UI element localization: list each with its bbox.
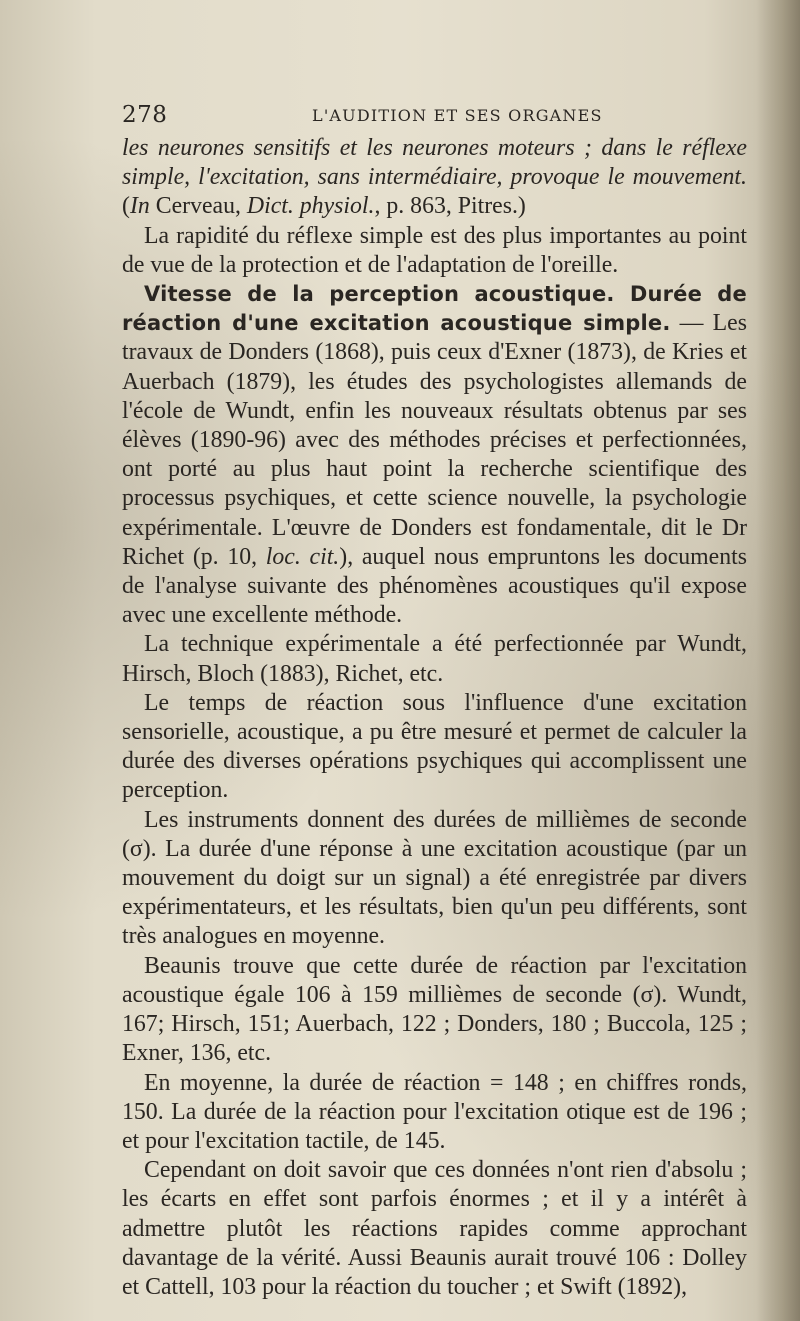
paragraph-2: La rapidité du réflexe simple est des plus importantes au point de vue de la protection et de l'adaptation de l'oreille. (122, 222, 747, 278)
paragraph-1-italic-c: Dict. physiol. (246, 193, 375, 220)
paragraph-7: Beaunis trouve que cette durée de réaction par l'excitation acoustique égale 106 à 159 millièmes de seconde (σ). Wundt, 167; Hirsch, 151; Auerbach, 122 ; Donders, 180 ; Buccola, 125 ; Exner, 136, etc. (122, 952, 747, 1067)
paragraph-3 (122, 280, 747, 630)
page-edge-shadow (756, 0, 800, 1321)
paragraph-1-plain-b: Cerveau, (149, 193, 247, 220)
paragraph-1-italic-b: In (129, 193, 150, 220)
section-heading: Vitesse de la perception acoustique. Durée de réaction d'une excitation acoustique simple. (122, 282, 747, 336)
page-number: 278 (122, 102, 168, 128)
paragraph-8: En moyenne, la durée de réaction = 148 ; en chiffres ronds, 150. La durée de la réaction pour l'excitation otique est de 196 ; et pour l'excitation tactile, de 145. (122, 1069, 747, 1154)
body-text (122, 134, 747, 1302)
page-header (122, 100, 747, 134)
paragraph-3-text-b: ), auquel nous empruntons les documents de l'analyse suivante des phénomènes acoustiques qu'il expose avec une excellente méthode. (122, 543, 747, 629)
paragraph-1-italic-a: les neurones sensitifs et les neurones moteurs ; dans le réflexe simple, l'excitation, sans intermédiaire, provoque le mouvement. (122, 135, 747, 191)
paragraph-1-plain-a: ( (122, 193, 130, 220)
paragraph-3-italic: loc. cit. (265, 543, 340, 570)
paragraph-4: La technique expérimentale a été perfectionnée par Wundt, Hirsch, Bloch (1883), Richet, etc. (122, 631, 747, 687)
running-title: L'AUDITION ET SES ORGANES (312, 106, 603, 125)
paragraph-1 (122, 134, 747, 222)
paragraph-5: Le temps de réaction sous l'influence d'une excitation sensorielle, acoustique, a pu être mesuré et permet de calculer la durée des diverses opérations psychiques qui accomplissent une perception. (122, 689, 747, 804)
paragraph-6: Les instruments donnent des durées de millièmes de seconde (σ). La durée d'une réponse à une excitation acoustique (par un mouvement du doigt sur un signal) a été enregistrée par divers expérimentateurs, et les résultats, bien qu'un peu différents, sont très analogues en moyenne. (122, 806, 747, 950)
paragraph-1-plain-c: , p. 863, Pitres.) (374, 193, 526, 220)
paragraph-9: Cependant on doit savoir que ces données n'ont rien d'absolu ; les écarts en effet sont parfois énormes ; et il y a intérêt à admettre plutôt les réactions rapides comme approchant davantage de la vérité. Aussi Beaunis aurait trouvé 106 : Dolley et Cattell, 103 pour la réaction du toucher ; et Swift (1892), (122, 1157, 747, 1300)
book-page (122, 100, 747, 1302)
paragraph-3-text-a: — Les travaux de Donders (1868), puis ceux d'Exner (1873), de Kries et Auerbach (1879), les études des psychologistes allemands de l'école de Wundt, enfin les nouveaux résultats obtenus par ses élèves (1890-96) avec des méthodes précises et perfectionnées, ont porté au plus haut point la recherche scientifique des processus psychiques, et cette science nouvelle, la psychologie expérimentale. L'œuvre de Donders est fondamentale, dit le Dr Richet (p. 10, (122, 310, 747, 570)
